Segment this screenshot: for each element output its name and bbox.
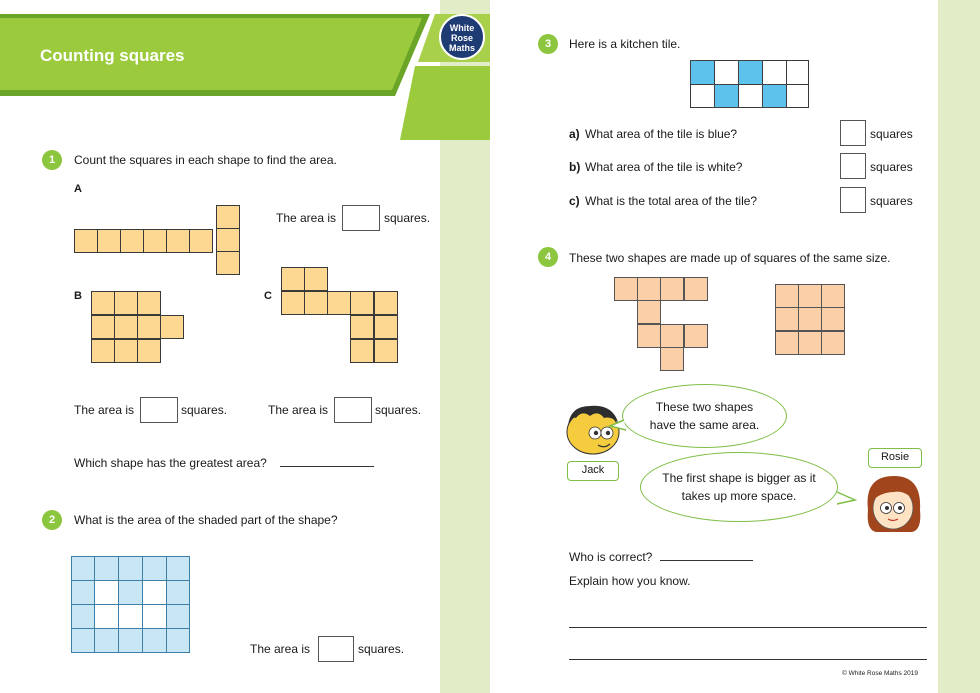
question-1-number: 1 (42, 150, 62, 170)
q3c-answer-box[interactable] (840, 187, 866, 213)
q3a-answer-box[interactable] (840, 120, 866, 146)
who-correct-answer-line[interactable] (660, 560, 753, 561)
q3b-letter: b) (569, 160, 581, 174)
who-correct-prompt: Who is correct? (569, 550, 653, 564)
q3a-text: What area of the tile is blue? (585, 127, 738, 141)
q3b-answer-box[interactable] (840, 153, 866, 179)
shape-c-area-label: The area is (268, 403, 329, 417)
logo-line-2: Rose (450, 33, 473, 43)
worksheet-page-right (490, 0, 980, 693)
question-4-number: 4 (538, 247, 558, 267)
shape-a-label: A (74, 183, 82, 195)
copyright-text: © White Rose Maths 2019 (842, 670, 918, 677)
jack-bubble-tail (608, 418, 630, 434)
q3a-unit: squares (870, 127, 913, 141)
q2-squares-label: squares. (358, 642, 405, 656)
question-2-prompt: What is the area of the shaded part of the shape? (74, 513, 338, 527)
rosie-speech-bubble (640, 452, 838, 522)
shape-b-label: B (74, 290, 82, 302)
rosie-bubble-tail (833, 490, 857, 508)
question-2-number: 2 (42, 510, 62, 530)
shape-a-squares-label: squares. (384, 211, 431, 225)
shape-a-area-label: The area is (276, 211, 337, 225)
logo-line-3: Maths (448, 43, 475, 53)
explain-answer-line-2[interactable] (569, 659, 927, 660)
jack-speech-line-1: These two shapes (655, 400, 754, 414)
question-3-number: 3 (538, 34, 558, 54)
title-banner (0, 0, 490, 140)
logo-line-1: White (449, 23, 475, 33)
question-1-prompt: Count the squares in each shape to find the area. (74, 153, 337, 167)
q2-area-label: The area is (250, 642, 311, 656)
shape-b-answer-box[interactable] (140, 397, 178, 423)
question-4-prompt: These two shapes are made up of squares of the same size. (569, 251, 891, 265)
page-gutter (938, 0, 980, 693)
greatest-area-answer-line[interactable] (280, 466, 374, 467)
shape-c-squares-label: squares. (375, 403, 422, 417)
q3c-unit: squares (870, 194, 913, 208)
worksheet-title: Counting squares (40, 46, 185, 65)
shape-b-squares-label: squares. (181, 403, 228, 417)
shape-c-answer-box[interactable] (334, 397, 372, 423)
greatest-area-prompt: Which shape has the greatest area? (74, 456, 267, 470)
rosie-name-tag: Rosie (868, 448, 922, 468)
q2-answer-box[interactable] (318, 636, 354, 662)
explain-answer-line-1[interactable] (569, 627, 927, 628)
jack-speech-line-2: have the same area. (649, 418, 760, 432)
explain-prompt: Explain how you know. (569, 574, 691, 588)
jack-name-tag: Jack (567, 461, 619, 481)
rosie-avatar (860, 470, 926, 536)
rosie-speech-line-2: takes up more space. (681, 489, 797, 503)
q3c-letter: c) (569, 194, 580, 208)
jack-speech-bubble (622, 384, 787, 448)
q3a-letter: a) (569, 127, 580, 141)
shape-c-label: C (264, 290, 272, 302)
white-rose-maths-logo (439, 14, 485, 60)
q3b-unit: squares (870, 160, 913, 174)
q3c-text: What is the total area of the tile? (585, 194, 758, 208)
question-3-prompt: Here is a kitchen tile. (569, 37, 681, 51)
rosie-speech-line-1: The first shape is bigger as it (662, 471, 816, 485)
shape-b-area-label: The area is (74, 403, 135, 417)
shape-a-answer-box[interactable] (342, 205, 380, 231)
q3b-text: What area of the tile is white? (585, 160, 743, 174)
